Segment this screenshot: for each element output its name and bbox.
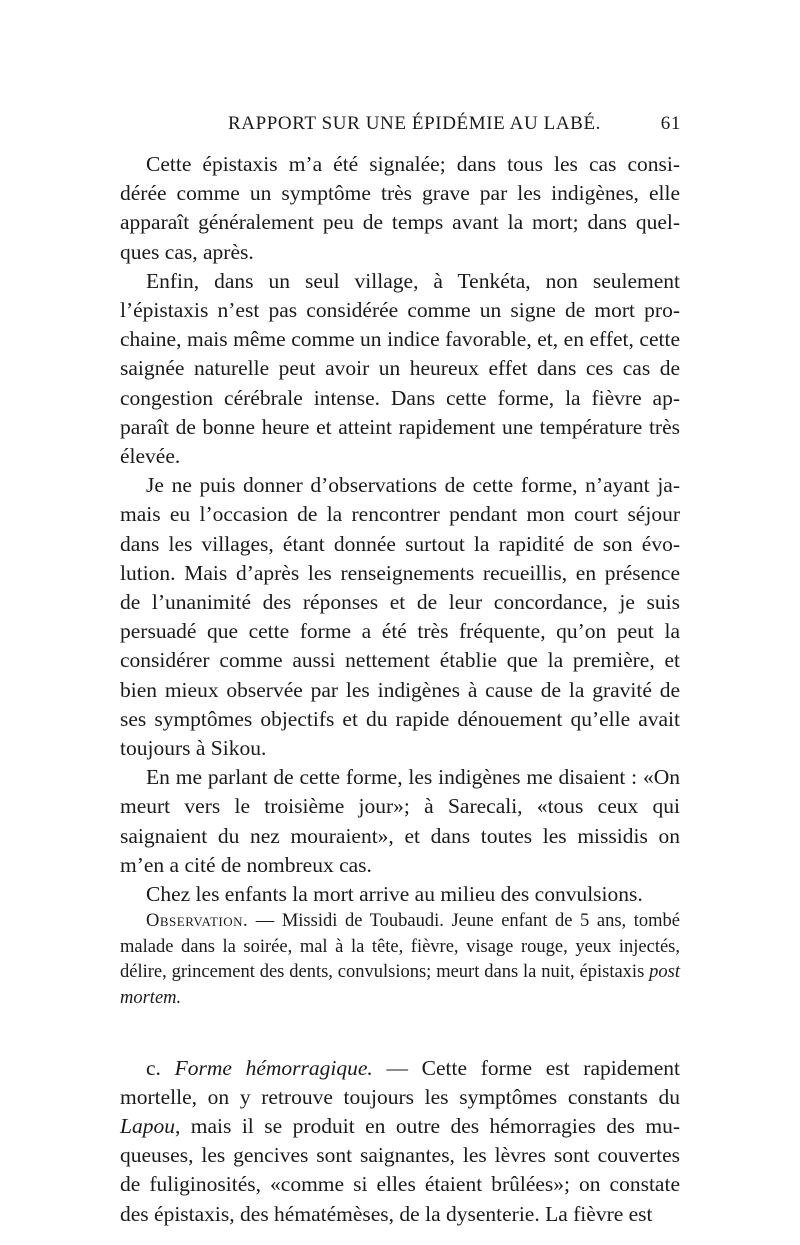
- observation-text: — Missidi de Toubaudi. Jeune enfant de 5 ans, tombé malade dans la soirée, mal à la tête, fièvre, visage rouge, yeux injectés, délire, grincement des dents, convulsions; meurt dans la nuit, épistaxis: [120, 911, 680, 983]
- section-heading: Forme hémorragique.: [174, 1055, 373, 1080]
- observation-note: [120, 909, 680, 1011]
- page-number: 61: [660, 113, 681, 134]
- running-head: [118, 113, 681, 143]
- paragraph: Je ne puis donner d’observations de cette forme, n’ayant ja- mais eu l’occasion de la rencontrer pendant mon court séjour dans les villages, étant donnée surtout la rapidité de son évo- lution. Mais d’après les renseignements recueillis, en présence de l’unanimité des réponses et de leur concordance, je suis persuadé que cette forme a été très fréquente, qu’on peut la considérer comme aussi nettement établie que la première, et bien mieux observée par les indigènes à cause de la gravité de ses symptômes objectifs et du rapide dénouement qu’elle avait toujours à Sikou.: [120, 473, 680, 761]
- observation-label: Observation.: [146, 911, 249, 932]
- section-italic-word: Lapou: [120, 1114, 175, 1139]
- paragraph: Cette épistaxis m’a été signalée; dans tous les cas consi- dérée comme un symptôme très grave par les indigènes, elle apparaît généralement peu de temps avant la mort; dans quel- ques cas, après.: [120, 152, 680, 264]
- running-title: RAPPORT SUR UNE ÉPIDÉMIE AU LABÉ.: [228, 113, 602, 134]
- section-prefix: c.: [146, 1055, 175, 1080]
- section-text-1: — Cette forme est rapidement mortelle, on y retrouve toujours les symptômes constants du: [120, 1055, 681, 1109]
- section-text-2: , mais il se produit en outre des hémorragies des mu- queuses, les gencives sont saignantes, les lèvres sont couvertes de fuliginosités, «comme si elles étaient brûlées»; on constate des épistaxis, des hématémèses, de la dysenterie. La fièvre est: [120, 1114, 680, 1226]
- paragraph: Chez les enfants la mort arrive au milieu des convulsions.: [146, 882, 643, 907]
- body-text: [120, 150, 680, 1229]
- section-paragraph: [120, 1054, 680, 1229]
- paragraph: En me parlant de cette forme, les indigènes me disaient : «On meurt vers le troisième jour»; à Sarecali, «tous ceux qui saignaient du nez mouraient», et dans toutes les missidis on m’en a cité de nombreux cas.: [120, 765, 680, 877]
- observation-italic: post mortem.: [120, 962, 680, 1009]
- paragraph: Enfin, dans un seul village, à Tenkéta, non seulement l’épistaxis n’est pas considérée comme un signe de mort pro- chaine, mais même comme un indice favorable, et, en effet, cette saignée naturelle peut avoir un heureux effet dans ces cas de congestion cérébrale intense. Dans cette forme, la fièvre ap- paraît de bonne heure et atteint rapidement une température très élevée.: [120, 268, 680, 469]
